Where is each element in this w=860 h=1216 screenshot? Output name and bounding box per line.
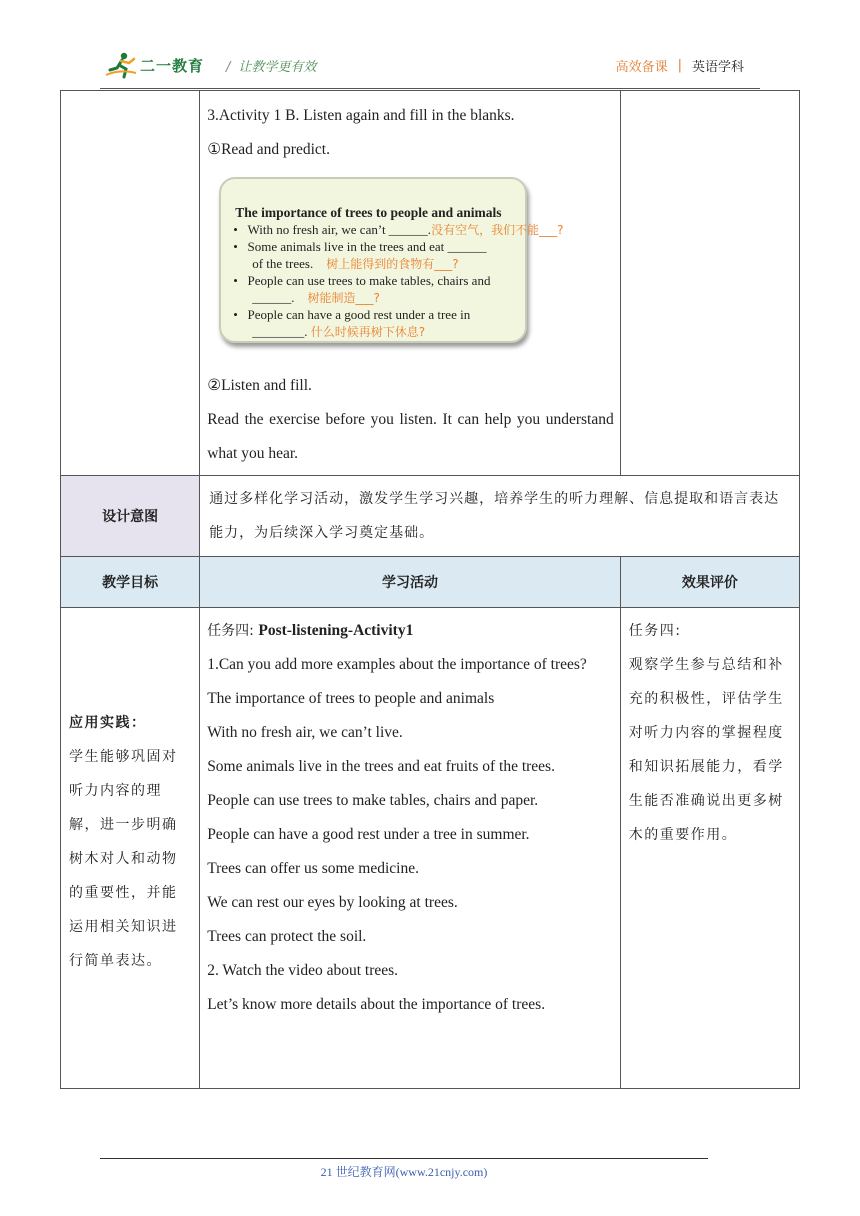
prediction-box: The importance of trees to people and animals • With no fresh air, we can’t ______.没有空气，我们不能___? • Some animals live in the trees and eat ______ of the trees. 树上能得到的食物有___? • People can use trees to make tables, chairs and ______. 树能制造___? • People can have a good rest under a tree in ________. 什么时候再树下休息? (219, 177, 531, 347)
activity-title: 3.Activity 1 B. Listen again and fill in the blanks. (207, 107, 515, 124)
task-cell (200, 608, 621, 1089)
activity-row (61, 91, 800, 476)
box-line-3a: People can use trees to make tables, chairs and (247, 273, 491, 288)
logo-text: 二一教育 (140, 56, 205, 75)
lesson-table (60, 90, 800, 1089)
box-line-3b: ______. (252, 290, 295, 305)
task-heading (207, 614, 614, 648)
intent-text: 通过多样化学习活动，激发学生学习兴趣，培养学生的听力理解、信息提取和语言表达能力，为后续深入学习奠定基础。 (200, 476, 800, 557)
step-read-predict: ①Read and predict. (207, 141, 330, 158)
task-line: People can have a good rest under a tree in summer. (207, 826, 530, 843)
header-goal: 教学目标 (61, 557, 200, 608)
box-line-4b: ________. (252, 324, 308, 339)
task-line: The importance of trees to people and animals (207, 690, 495, 707)
empty-eval-cell (620, 91, 799, 476)
task-line: Let’s know more details about the importance of trees. (207, 996, 546, 1013)
empty-goal-cell (61, 91, 200, 476)
eval-title: 任务四: (628, 623, 682, 639)
box-title: The importance of trees to people and animals (235, 205, 502, 220)
footer-rule (100, 1158, 708, 1159)
page-header (100, 48, 760, 88)
activity-cell (200, 91, 621, 476)
prep-label: 高效备课 (615, 60, 668, 75)
logo (104, 50, 204, 80)
step-listen-fill: ②Listen and fill. (207, 377, 312, 394)
header-divider: | (677, 58, 682, 73)
eval-cell (620, 608, 799, 1089)
intent-row (61, 476, 800, 557)
goal-text: 学生能够巩固对听力内容的理解，进一步明确树木对人和动物的重要性，并能运用相关知识进行简单表达。 (69, 749, 178, 969)
task-title: Post-listening-Activity1 (258, 622, 414, 639)
goal-cell (61, 608, 200, 1089)
box-note-1: 没有空气，我们不能___? (431, 223, 564, 237)
running-figure-icon (104, 51, 138, 79)
footer-text: 21 世纪教育网(www.21cnjy.com) (320, 1165, 488, 1179)
slogan: / 让教学更有效 (226, 60, 317, 75)
task-line: People can use trees to make tables, chairs and paper. (207, 792, 539, 809)
header-rule (100, 88, 760, 89)
task-line: 2. Watch the video about trees. (207, 962, 399, 979)
box-note-4: 什么时候再树下休息? (310, 325, 426, 339)
listening-tip: Read the exercise before you listen. It can help you understand what you hear. (207, 411, 614, 462)
task-line: With no fresh air, we can’t live. (207, 724, 403, 741)
box-note-3: 树能制造___? (307, 291, 380, 305)
task-line: Some animals live in the trees and eat fruits of the trees. (207, 758, 555, 775)
header-activity: 学习活动 (200, 557, 621, 608)
task-line: Trees can offer us some medicine. (207, 860, 419, 877)
intent-label: 设计意图 (61, 476, 200, 557)
slogan-text: 让教学更有效 (238, 60, 317, 75)
goal-title: 应用实践： (69, 715, 147, 731)
box-line-2a: Some animals live in the trees and eat ______ (247, 239, 487, 254)
table-header-row (61, 557, 800, 608)
subject-label: 英语学科 (691, 60, 744, 75)
task-four-row (61, 608, 800, 1089)
box-line-1: With no fresh air, we can’t ______. (247, 222, 432, 237)
task-prefix: 任务四: (207, 623, 259, 639)
box-line-2b: of the trees. (252, 256, 314, 271)
box-note-2: 树上能得到的食物有___? (326, 257, 459, 271)
box-line-4a: People can have a good rest under a tree in (247, 307, 471, 322)
task-line: Trees can protect the soil. (207, 928, 367, 945)
task-line: We can rest our eyes by looking at trees. (207, 894, 458, 911)
header-eval: 效果评价 (620, 557, 799, 608)
task-line: 1.Can you add more examples about the importance of trees? (207, 656, 587, 673)
eval-text: 观察学生参与总结和补充的积极性，评估学生对听力内容的掌握程度和知识拓展能力，看学生能否准确说出更多树木的重要作用。 (628, 657, 784, 843)
header-right (616, 56, 744, 75)
